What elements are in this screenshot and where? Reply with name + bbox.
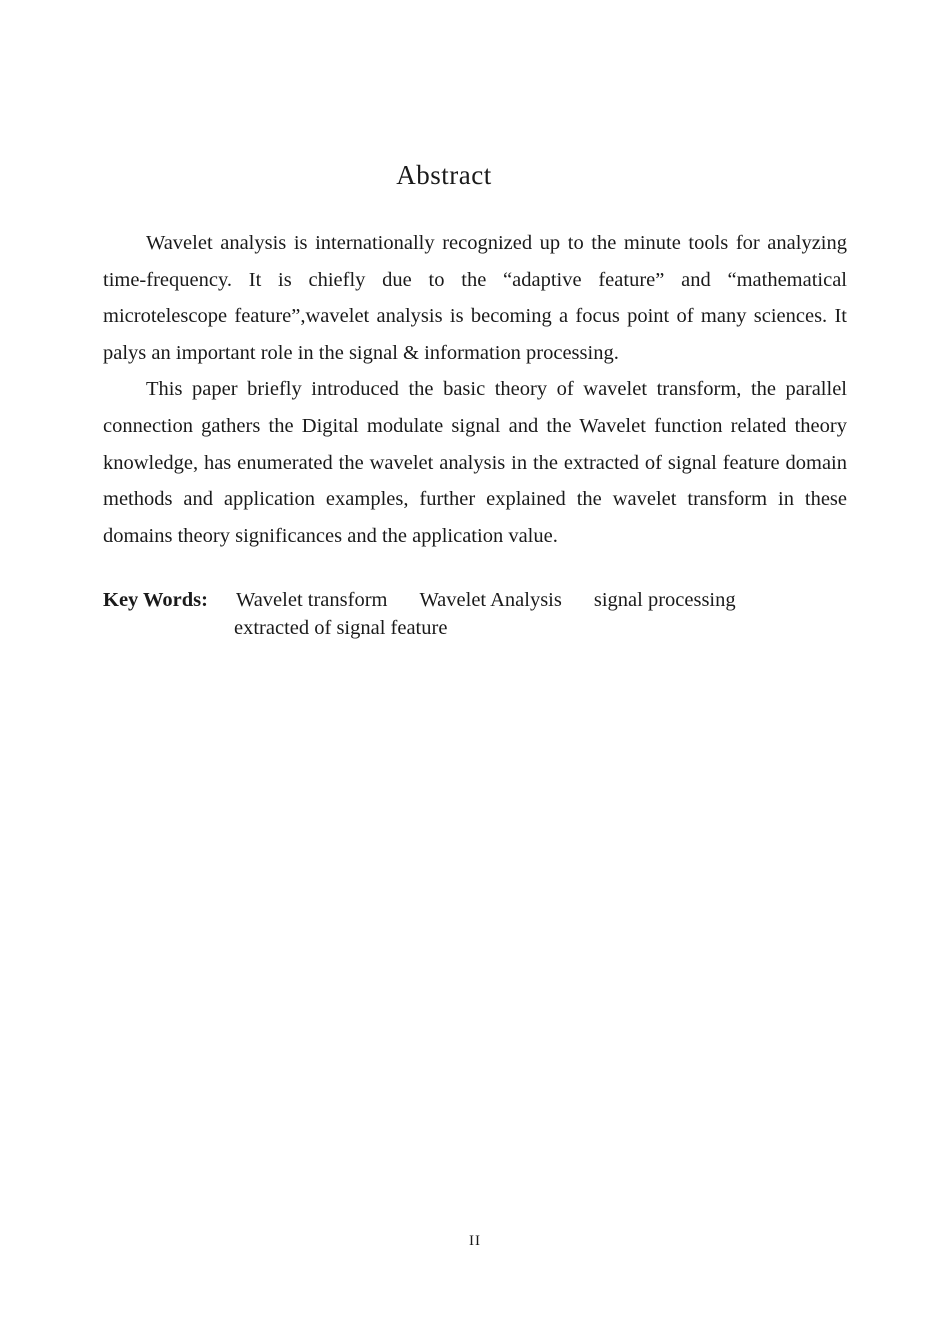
abstract-paragraph-1: Wavelet analysis is internationally recognized up to the minute tools for analyzing time-frequency. It is chiefly due to the “adaptive feature” and “mathematical microtelescope feature”,wavelet analysis is becoming a focus point of many sciences. It palys an important role in the signal & information processing. (103, 232, 847, 364)
keyword-item: extracted of signal feature (234, 617, 448, 639)
keyword-item: signal processing (593, 589, 736, 611)
keywords-label: Key Words: (103, 589, 208, 611)
keywords-line-2 (234, 614, 447, 642)
abstract-paragraph-2: This paper briefly introduced the basic theory of wavelet transform, the parallel connection gathers the Digital modulate signal and the Wavelet function related theory knowledge, has enumerated the wavelet analysis in the extracted of signal feature domain methods and application examples, further explained the wavelet transform in these domains theory significances and the application value. (103, 378, 847, 547)
page-number: II (469, 1233, 481, 1249)
abstract-title: Abstract (396, 160, 492, 190)
keyword-item: Wavelet Analysis (419, 589, 562, 611)
keyword-item: Wavelet transform (236, 589, 388, 611)
abstract-body (103, 225, 847, 554)
keywords-line-1 (236, 586, 736, 614)
